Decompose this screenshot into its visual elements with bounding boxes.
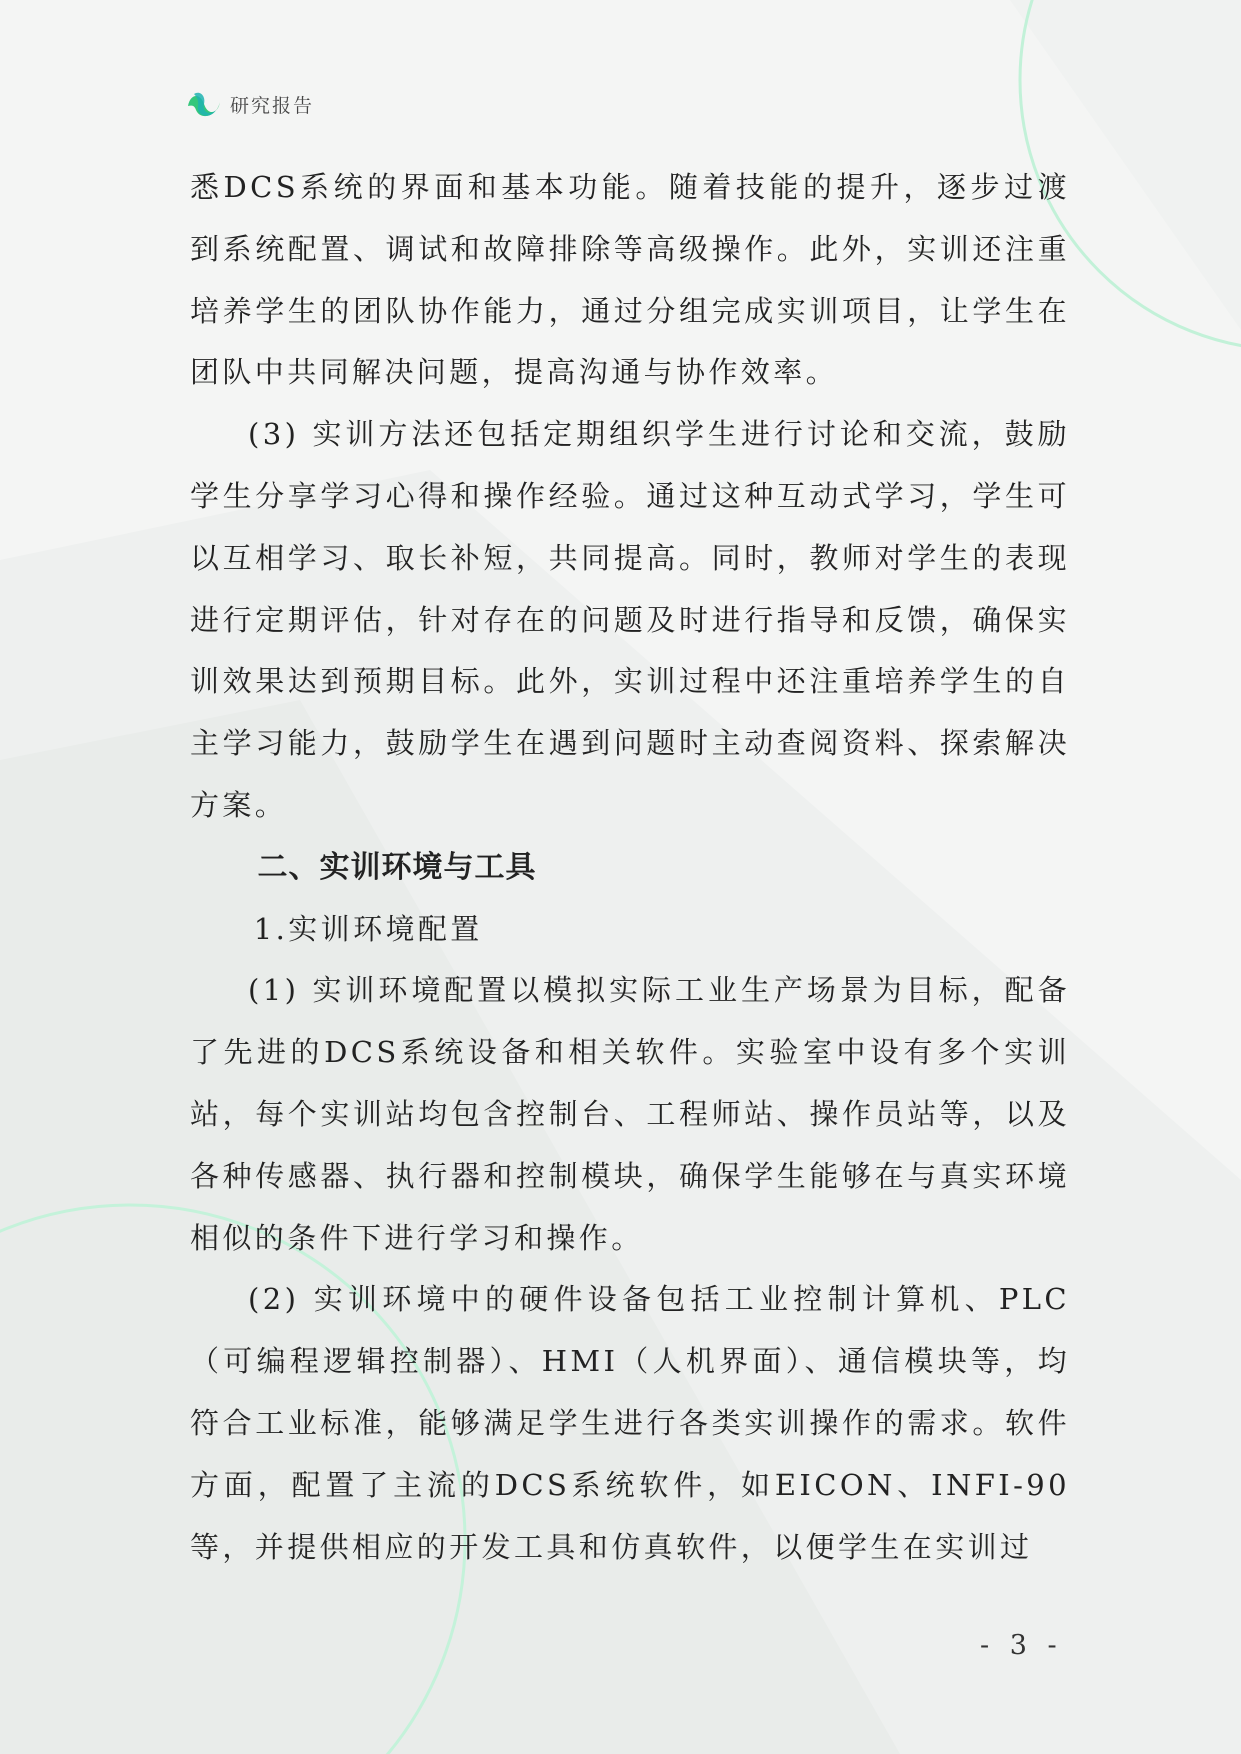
paragraph-environment-1: (1) 实训环境配置以模拟实际工业生产场景为目标，配备了先进的DCS系统设备和相关软件。实验室中设有多个实训站，每个实训站均包含控制台、工程师站、操作员站等，以及各种传感器、执行器和控制模块，确保学生能够在与真实环境相似的条件下进行学习和操作。 [190,973,1070,1255]
body-text [190,157,1070,1578]
brand-logo-icon [186,88,222,120]
subsection-heading: 1.实训环境配置 [253,911,483,946]
paragraph-environment-2: (2) 实训环境中的硬件设备包括工业控制计算机、PLC（可编程逻辑控制器）、HMI（人机界面）、通信模块等，均符合工业标准，能够满足学生进行各类实训操作的需求。软件方面，配置了主流的DCS系统软件，如EICON、INFI-90等，并提供相应的开发工具和仿真软件，以便学生在实训过 [190,1282,1070,1564]
section-heading: 二、实训环境与工具 [257,849,537,885]
paragraph-continuation: 悉DCS系统的界面和基本功能。随着技能的提升，逐步过渡到系统配置、调试和故障排除等高级操作。此外，实训还注重培养学生的团队协作能力，通过分组完成实训项目，让学生在团队中共同解决问题，提高沟通与协作效率。 [190,170,1070,390]
paragraph-method-3: (3) 实训方法还包括定期组织学生进行讨论和交流，鼓励学生分享学习心得和操作经验。通过这种互动式学习，学生可以互相学习、取长补短，共同提高。同时，教师对学生的表现进行定期评估，针对存在的问题及时进行指导和反馈，确保实训效果达到预期目标。此外，实训过程中还注重培养学生的自主学习能力，鼓励学生在遇到问题时主动查阅资料、探索解决方案。 [190,417,1070,822]
page-number: - 3 - [980,1630,1063,1661]
header-label: 研究报告 [230,94,315,117]
report-header [186,88,314,120]
